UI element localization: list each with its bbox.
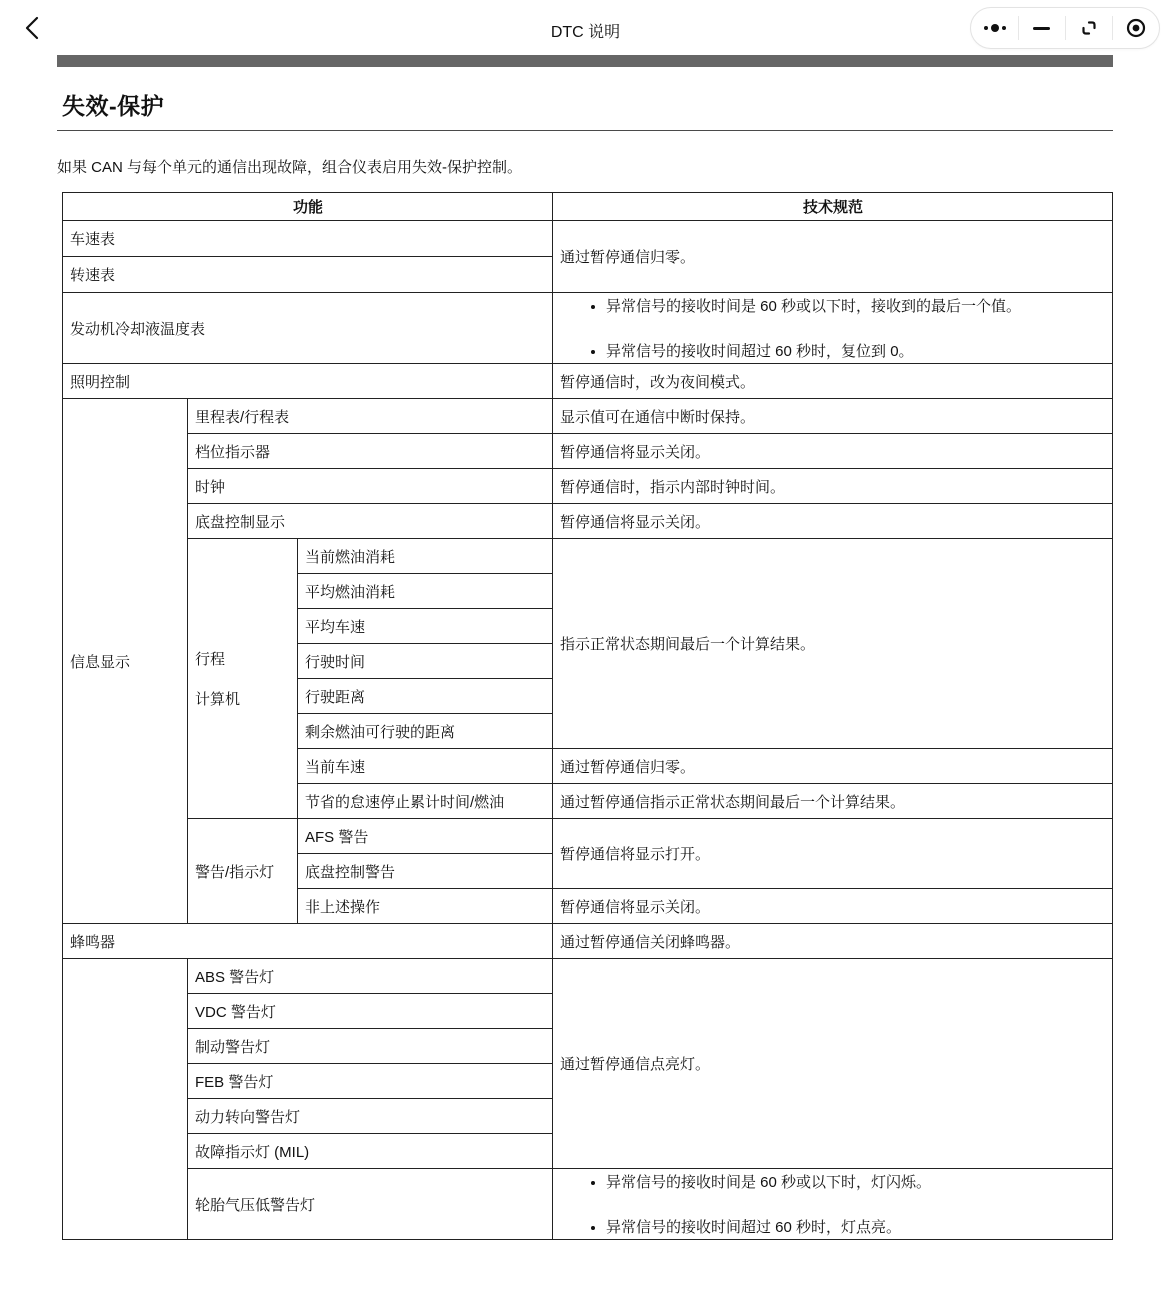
ellipsis-icon	[984, 24, 1006, 32]
cell-tpms-lamp: 轮胎气压低警告灯	[188, 1169, 553, 1240]
bullet-item: • 异常信号的接收时间超过 60 秒时，复位到 0。	[606, 340, 1106, 361]
bullet-item: • 异常信号的接收时间超过 60 秒时，灯点亮。	[606, 1216, 1106, 1237]
cell-speedometer: 车速表	[63, 221, 553, 257]
cell-power-steering-lamp: 动力转向警告灯	[188, 1099, 553, 1134]
cell-current-fuel: 当前燃油消耗	[298, 539, 553, 574]
cell-current-speed: 当前车速	[298, 749, 553, 784]
cell-chassis-display-spec: 暂停通信将显示关闭。	[553, 504, 1113, 539]
cell-lamps-group-label	[63, 959, 188, 1240]
cell-shift-indicator: 档位指示器	[188, 434, 553, 469]
cell-lamps-shared-spec: 通过暂停通信点亮灯。	[553, 959, 1113, 1169]
cell-shift-indicator-spec: 暂停通信将显示关闭。	[553, 434, 1113, 469]
cell-trip-computer-label	[188, 539, 298, 819]
spec-bullet-list	[560, 295, 1106, 361]
cell-trip-shared-spec: 指示正常状态期间最后一个计算结果。	[553, 539, 1113, 749]
table-row	[63, 399, 1113, 434]
cell-warning-indicator-label: 警告/指示灯	[188, 819, 298, 924]
bullet-item: • 异常信号的接收时间是 60 秒或以下时，灯闪烁。	[606, 1171, 1106, 1192]
cell-avg-fuel: 平均燃油消耗	[298, 574, 553, 609]
back-button[interactable]	[16, 12, 48, 44]
target-close-icon	[1125, 17, 1147, 39]
cell-afs-warning: AFS 警告	[298, 819, 553, 854]
table-row	[63, 959, 1113, 994]
table-row	[63, 1169, 1113, 1240]
cell-abs-lamp: ABS 警告灯	[188, 959, 553, 994]
titlebar	[0, 0, 1171, 55]
table-header-row	[63, 193, 1113, 221]
table-row	[63, 221, 1113, 257]
restore-window-icon	[1080, 19, 1098, 37]
page-title: 失效-保护	[62, 93, 165, 119]
heading-divider	[57, 130, 1113, 131]
cell-current-speed-spec: 通过暂停通信归零。	[553, 749, 1113, 784]
chevron-left-icon	[22, 14, 42, 42]
cell-other-operation-spec: 暂停通信将显示关闭。	[553, 889, 1113, 924]
cell-buzzer-spec: 通过暂停通信关闭蜂鸣器。	[553, 924, 1113, 959]
window-title: DTC 说明	[550, 24, 621, 41]
trip-label-line: 计算机	[195, 691, 241, 708]
header-function: 功能	[63, 193, 553, 221]
cell-idle-stop-savings: 节省的怠速停止累计时间/燃油	[298, 784, 553, 819]
table-row	[63, 469, 1113, 504]
trip-label-line: 行程	[195, 651, 226, 668]
cell-illumination: 照明控制	[63, 364, 553, 399]
cell-coolant-gauge: 发动机冷却液温度表	[63, 293, 553, 364]
table-row	[63, 293, 1113, 364]
cell-warning-on-spec: 暂停通信将显示打开。	[553, 819, 1113, 889]
table-row	[63, 364, 1113, 399]
cell-feb-lamp: FEB 警告灯	[188, 1064, 553, 1099]
cell-mil-lamp: 故障指示灯 (MIL)	[188, 1134, 553, 1169]
cell-clock-spec: 暂停通信时，指示内部时钟时间。	[553, 469, 1113, 504]
header-spec: 技术规范	[553, 193, 1113, 221]
cell-tpms-spec	[553, 1169, 1113, 1240]
cell-chassis-display: 底盘控制显示	[188, 504, 553, 539]
bullet-item: • 异常信号的接收时间是 60 秒或以下时，接收到的最后一个值。	[606, 295, 1106, 316]
window-controls	[970, 7, 1160, 49]
failsafe-table	[62, 192, 1113, 1240]
cell-odometer: 里程表/行程表	[188, 399, 553, 434]
cell-coolant-spec	[553, 293, 1113, 364]
cell-tachometer: 转速表	[63, 257, 553, 293]
cell-buzzer: 蜂鸣器	[63, 924, 553, 959]
cell-clock: 时钟	[188, 469, 553, 504]
close-button[interactable]	[1112, 8, 1159, 48]
more-button[interactable]	[971, 8, 1018, 48]
minimize-icon	[1033, 27, 1050, 30]
cell-brake-lamp: 制动警告灯	[188, 1029, 553, 1064]
spec-bullet-list	[560, 1171, 1106, 1237]
cell-other-operation: 非上述操作	[298, 889, 553, 924]
table-row	[63, 819, 1113, 854]
cell-spec-zero: 通过暂停通信归零。	[553, 221, 1113, 293]
minimize-button[interactable]	[1018, 8, 1065, 48]
table-row	[63, 924, 1113, 959]
cell-drive-time: 行驶时间	[298, 644, 553, 679]
cell-illumination-spec: 暂停通信时，改为夜间模式。	[553, 364, 1113, 399]
cell-vdc-lamp: VDC 警告灯	[188, 994, 553, 1029]
cell-odometer-spec: 显示值可在通信中断时保持。	[553, 399, 1113, 434]
intro-text: 如果 CAN 与每个单元的通信出现故障，组合仪表启用失效-保护控制。	[57, 159, 523, 176]
cell-avg-speed: 平均车速	[298, 609, 553, 644]
table-row	[63, 539, 1113, 574]
cell-drive-distance: 行驶距离	[298, 679, 553, 714]
cell-chassis-warning: 底盘控制警告	[298, 854, 553, 889]
table-row	[63, 504, 1113, 539]
cell-fuel-range: 剩余燃油可行驶的距离	[298, 714, 553, 749]
table-row	[63, 434, 1113, 469]
cell-info-display-label: 信息显示	[63, 399, 188, 924]
content-top-bar	[57, 55, 1113, 67]
cell-idle-stop-savings-spec: 通过暂停通信指示正常状态期间最后一个计算结果。	[553, 784, 1113, 819]
restore-button[interactable]	[1065, 8, 1112, 48]
